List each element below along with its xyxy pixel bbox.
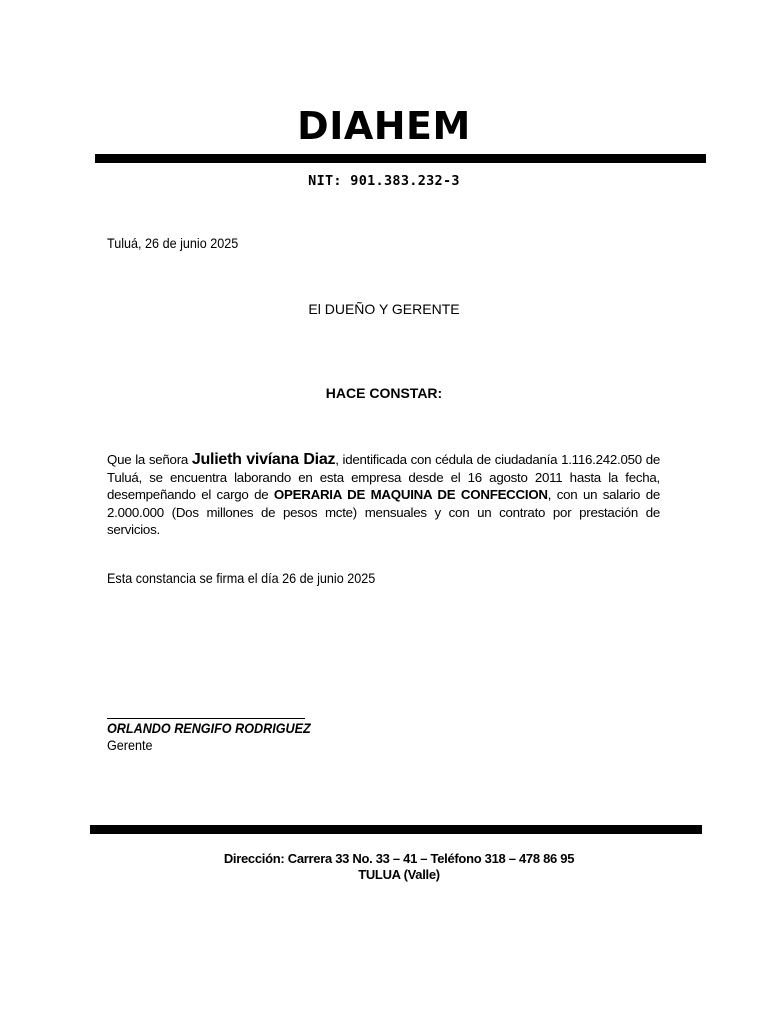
body-intro: Que la señora: [107, 452, 192, 467]
addressee: El DUEÑO Y GERENTE: [308, 301, 460, 317]
certificate-body: [107, 451, 660, 539]
signatory-name: ORLANDO RENGIFO RODRIGUEZ: [107, 720, 311, 736]
closing-line: Esta constancia se firma el día 26 de junio 2025: [107, 570, 376, 586]
signatory-title: Gerente: [107, 737, 153, 753]
signature-line: [107, 718, 305, 719]
employee-position: OPERARIA DE MAQUINA DE CONFECCION: [273, 487, 548, 502]
header-divider: [95, 154, 706, 163]
body-end: , con un salario de 2.000.000 (Dos millones de pesos mcte) mensuales y con un contrato por prestación de servicios.: [107, 487, 660, 537]
company-name: DIAHEM: [297, 104, 471, 148]
certificate-heading: HACE CONSTAR:: [325, 385, 443, 401]
employee-name: Julieth vivíana Diaz: [191, 451, 336, 468]
footer: [0, 851, 768, 883]
footer-city: TULUA (Valle): [358, 867, 440, 882]
body-middle: , identificada con cédula de ciudadanía 1.116.242.050 de Tuluá, se encuentra laborando en esta empresa desde el 16 agosto 2011 hasta la fecha, desempeñando el cargo de: [107, 452, 661, 502]
footer-address: Dirección: Carrera 33 No. 33 – 41 – Teléfono 318 – 478 86 95: [223, 851, 575, 866]
footer-divider: [90, 825, 702, 834]
place-date: Tuluá, 26 de junio 2025: [107, 235, 239, 251]
company-nit: NIT: 901.383.232-3: [308, 173, 460, 189]
